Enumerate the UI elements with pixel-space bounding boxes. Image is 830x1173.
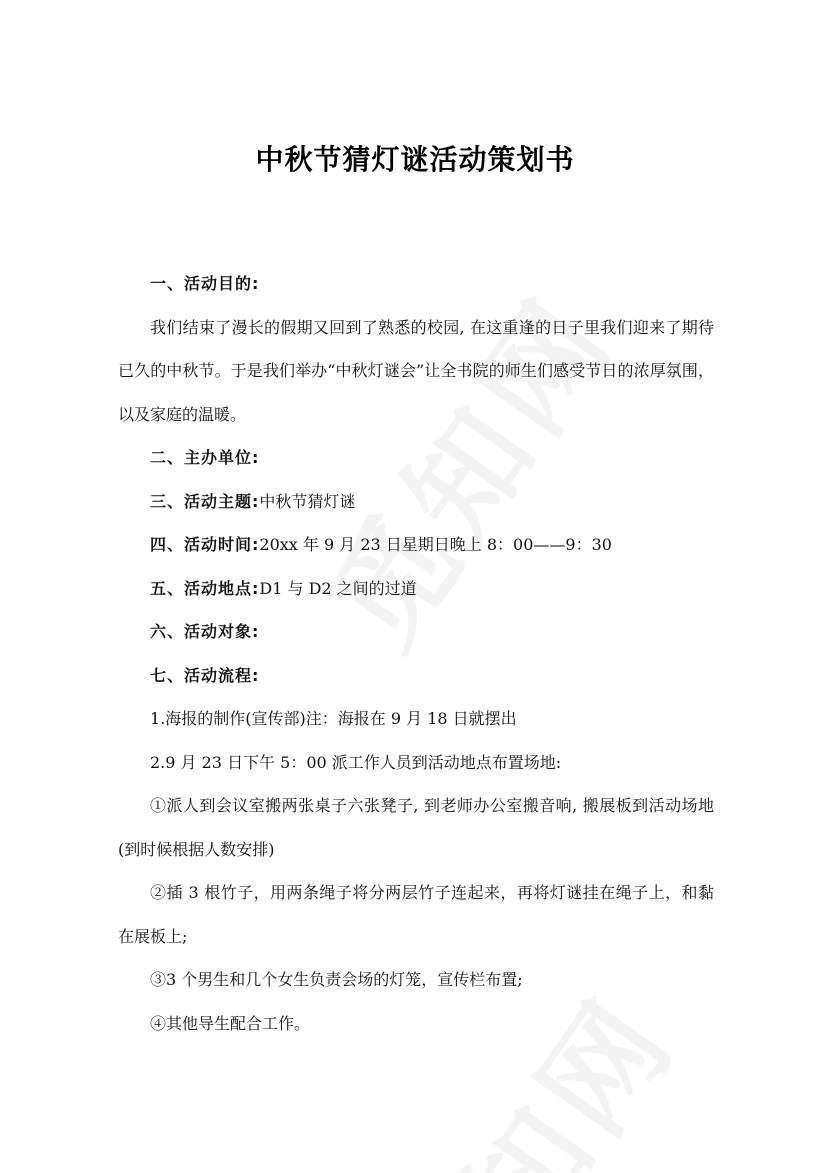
section-location bbox=[118, 567, 714, 611]
process-step: ③3 个男生和几个女生负责会场的灯笼，宣传栏布置; bbox=[150, 970, 523, 989]
section-theme bbox=[118, 480, 714, 524]
section-time bbox=[118, 523, 714, 567]
document-body bbox=[118, 262, 714, 1045]
section-heading-purpose: 一、活动目的: bbox=[150, 274, 260, 293]
process-step: 1.海报的制作(宣传部)注：海报在 9 月 18 日就摆出 bbox=[150, 709, 517, 728]
process-step: 2.9 月 23 日下午 5：00 派工作人员到活动地点布置场地: bbox=[150, 752, 562, 772]
section-heading-theme: 三、活动主题: bbox=[150, 491, 260, 511]
location-value: D1 与 D2 之间的过道 bbox=[259, 578, 417, 598]
document-title: 中秋节猜灯谜活动策划书 bbox=[255, 143, 575, 176]
section-heading-audience: 六、活动对象: bbox=[150, 622, 260, 641]
section-audience bbox=[118, 610, 714, 654]
section-heading-time: 四、活动时间: bbox=[150, 535, 260, 554]
time-value: 20xx 年 9 月 23 日星期日晚上 8：00——9：30 bbox=[259, 535, 612, 554]
section-heading-organizer: 二、主办单位: bbox=[150, 448, 260, 467]
purpose-paragraph: 我们结束了漫长的假期又回到了熟悉的校园, 在这重逢的日子里我们迎来了期待已久的中秋节。于是我们举办“中秋灯谜会”让全书院的师生们感受节日的浓厚氛围，以及家庭的温暖。 bbox=[118, 317, 714, 424]
section-heading-process: 七、活动流程: bbox=[150, 665, 260, 685]
process-step: ④其他导生配合工作。 bbox=[150, 1013, 311, 1033]
process-step: ②插 3 根竹子，用两条绳子将分两层竹子连起来，再将灯谜挂在绳子上，和黏在展板上; bbox=[118, 883, 714, 946]
section-heading-location: 五、活动地点: bbox=[150, 578, 260, 598]
section-organizer bbox=[118, 436, 714, 480]
process-step: ①派人到会议室搬两张桌子六张凳子, 到老师办公室搬音响, 搬展板到活动场地(到时候根据人数安排) bbox=[118, 796, 714, 859]
theme-value: 中秋节猜灯谜 bbox=[259, 491, 356, 511]
